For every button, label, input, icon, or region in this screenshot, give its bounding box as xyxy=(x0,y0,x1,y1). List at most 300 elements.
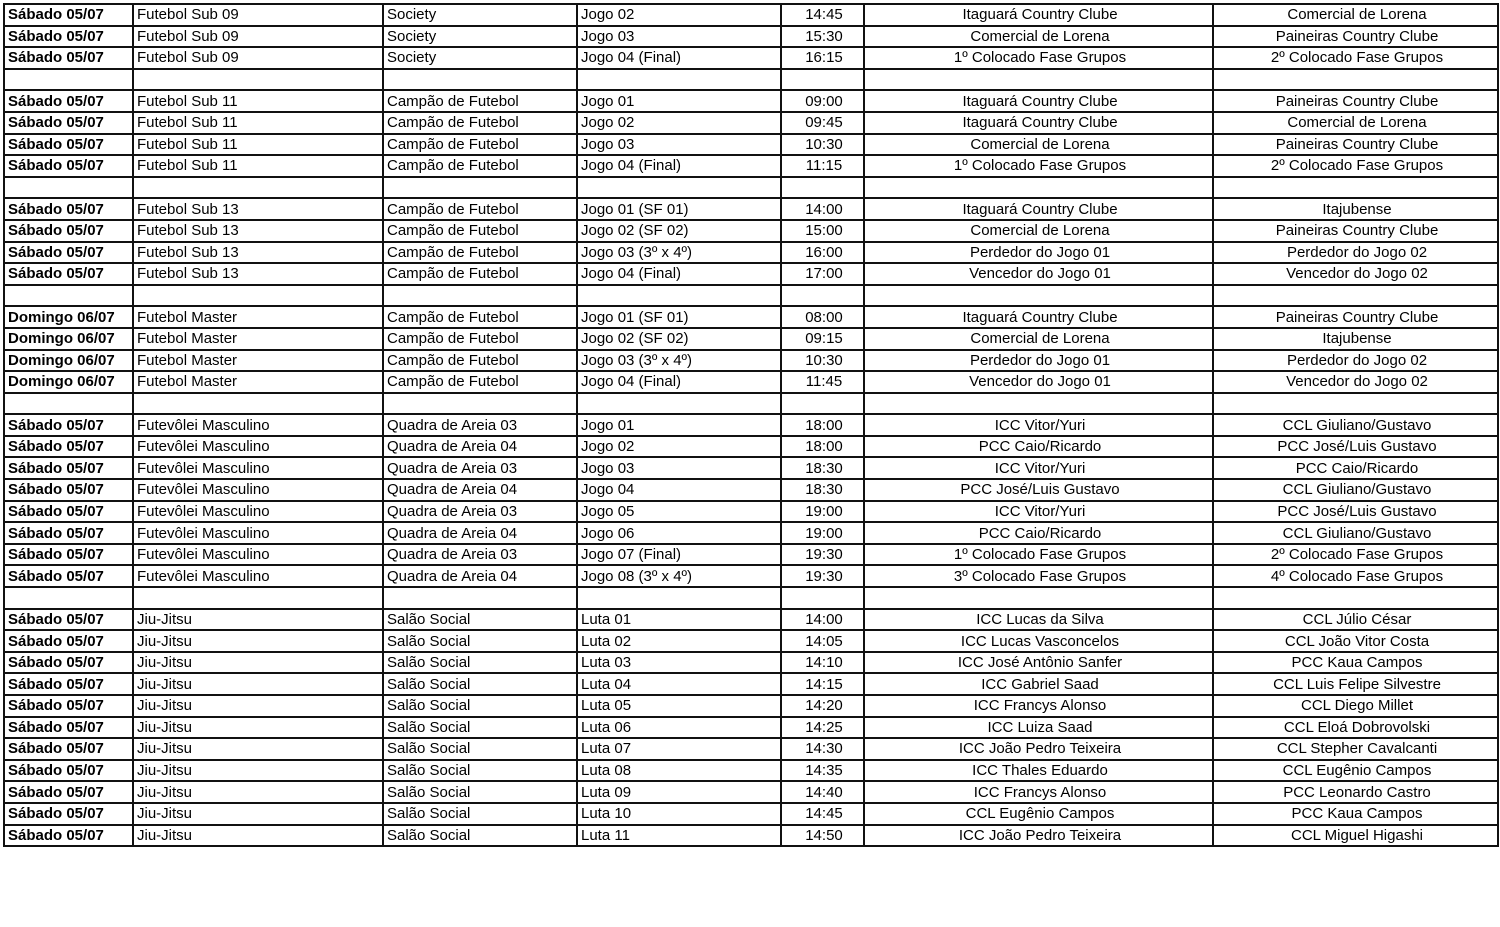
venue-cell: Salão Social xyxy=(383,781,577,803)
date-cell: Sábado 05/07 xyxy=(4,673,133,695)
game-cell: Jogo 03 xyxy=(577,134,781,156)
venue-cell xyxy=(383,393,577,415)
game-cell: Luta 06 xyxy=(577,717,781,739)
table-row xyxy=(4,155,1498,177)
time-cell: 09:15 xyxy=(781,328,864,350)
time-cell: 16:15 xyxy=(781,47,864,69)
home-team-cell: Comercial de Lorena xyxy=(864,220,1213,242)
venue-cell xyxy=(383,587,577,609)
time-cell: 18:30 xyxy=(781,457,864,479)
date-cell: Sábado 05/07 xyxy=(4,717,133,739)
table-row xyxy=(4,630,1498,652)
away-team-cell: CCL Miguel Higashi xyxy=(1213,825,1498,847)
table-row xyxy=(4,350,1498,372)
time-cell: 14:45 xyxy=(781,4,864,26)
sport-cell xyxy=(133,393,383,415)
time-cell: 18:00 xyxy=(781,436,864,458)
date-cell: Sábado 05/07 xyxy=(4,457,133,479)
home-team-cell xyxy=(864,393,1213,415)
table-row xyxy=(4,198,1498,220)
home-team-cell xyxy=(864,177,1213,199)
game-cell: Jogo 05 xyxy=(577,501,781,523)
date-cell: Sábado 05/07 xyxy=(4,609,133,631)
game-cell: Jogo 03 (3º x 4º) xyxy=(577,242,781,264)
sport-cell: Jiu-Jitsu xyxy=(133,652,383,674)
table-row xyxy=(4,673,1498,695)
away-team-cell: Vencedor do Jogo 02 xyxy=(1213,371,1498,393)
date-cell: Sábado 05/07 xyxy=(4,134,133,156)
away-team-cell: Comercial de Lorena xyxy=(1213,112,1498,134)
away-team-cell: PCC José/Luis Gustavo xyxy=(1213,436,1498,458)
venue-cell: Quadra de Areia 04 xyxy=(383,436,577,458)
time-cell xyxy=(781,177,864,199)
sport-cell: Futebol Master xyxy=(133,328,383,350)
venue-cell: Campão de Futebol xyxy=(383,306,577,328)
venue-cell: Campão de Futebol xyxy=(383,350,577,372)
date-cell: Sábado 05/07 xyxy=(4,565,133,587)
venue-cell: Campão de Futebol xyxy=(383,90,577,112)
venue-cell: Quadra de Areia 04 xyxy=(383,565,577,587)
separator-row xyxy=(4,69,1498,91)
venue-cell: Salão Social xyxy=(383,760,577,782)
table-row xyxy=(4,263,1498,285)
table-row xyxy=(4,457,1498,479)
sport-cell: Futebol Sub 09 xyxy=(133,4,383,26)
home-team-cell: ICC Vitor/Yuri xyxy=(864,501,1213,523)
away-team-cell xyxy=(1213,69,1498,91)
sport-cell: Futevôlei Masculino xyxy=(133,544,383,566)
home-team-cell: Itaguará Country Clube xyxy=(864,90,1213,112)
sport-cell: Jiu-Jitsu xyxy=(133,803,383,825)
table-row xyxy=(4,738,1498,760)
table-row xyxy=(4,26,1498,48)
date-cell: Sábado 05/07 xyxy=(4,263,133,285)
home-team-cell: ICC Francys Alonso xyxy=(864,781,1213,803)
table-row xyxy=(4,306,1498,328)
home-team-cell: PCC Caio/Ricardo xyxy=(864,436,1213,458)
venue-cell: Quadra de Areia 04 xyxy=(383,522,577,544)
time-cell: 14:05 xyxy=(781,630,864,652)
venue-cell: Salão Social xyxy=(383,673,577,695)
game-cell: Jogo 02 xyxy=(577,436,781,458)
time-cell: 19:00 xyxy=(781,522,864,544)
home-team-cell: Perdedor do Jogo 01 xyxy=(864,350,1213,372)
date-cell: Sábado 05/07 xyxy=(4,738,133,760)
away-team-cell: Paineiras Country Clube xyxy=(1213,306,1498,328)
sport-cell: Futebol Sub 13 xyxy=(133,220,383,242)
home-team-cell: ICC Lucas Vasconcelos xyxy=(864,630,1213,652)
venue-cell: Salão Social xyxy=(383,825,577,847)
schedule-body xyxy=(4,4,1498,846)
table-row xyxy=(4,522,1498,544)
time-cell: 14:45 xyxy=(781,803,864,825)
game-cell: Jogo 04 xyxy=(577,479,781,501)
home-team-cell: Comercial de Lorena xyxy=(864,328,1213,350)
home-team-cell xyxy=(864,587,1213,609)
home-team-cell: ICC Gabriel Saad xyxy=(864,673,1213,695)
game-cell: Jogo 04 (Final) xyxy=(577,155,781,177)
venue-cell: Campão de Futebol xyxy=(383,134,577,156)
home-team-cell xyxy=(864,285,1213,307)
away-team-cell: 2º Colocado Fase Grupos xyxy=(1213,47,1498,69)
venue-cell: Campão de Futebol xyxy=(383,371,577,393)
time-cell: 19:30 xyxy=(781,565,864,587)
game-cell: Jogo 03 (3º x 4º) xyxy=(577,350,781,372)
home-team-cell: ICC Vitor/Yuri xyxy=(864,457,1213,479)
venue-cell xyxy=(383,177,577,199)
venue-cell: Campão de Futebol xyxy=(383,263,577,285)
time-cell: 14:00 xyxy=(781,198,864,220)
time-cell: 15:30 xyxy=(781,26,864,48)
table-row xyxy=(4,760,1498,782)
date-cell: Sábado 05/07 xyxy=(4,90,133,112)
away-team-cell xyxy=(1213,587,1498,609)
date-cell: Sábado 05/07 xyxy=(4,242,133,264)
away-team-cell: 2º Colocado Fase Grupos xyxy=(1213,155,1498,177)
date-cell: Sábado 05/07 xyxy=(4,825,133,847)
sport-cell: Futevôlei Masculino xyxy=(133,457,383,479)
sport-cell xyxy=(133,587,383,609)
date-cell: Domingo 06/07 xyxy=(4,328,133,350)
home-team-cell: ICC Thales Eduardo xyxy=(864,760,1213,782)
away-team-cell: 4º Colocado Fase Grupos xyxy=(1213,565,1498,587)
home-team-cell: PCC Caio/Ricardo xyxy=(864,522,1213,544)
time-cell: 09:45 xyxy=(781,112,864,134)
date-cell: Sábado 05/07 xyxy=(4,198,133,220)
table-row xyxy=(4,695,1498,717)
table-row xyxy=(4,501,1498,523)
home-team-cell: Vencedor do Jogo 01 xyxy=(864,371,1213,393)
sport-cell: Futevôlei Masculino xyxy=(133,565,383,587)
time-cell: 18:30 xyxy=(781,479,864,501)
sport-cell: Futebol Sub 09 xyxy=(133,26,383,48)
venue-cell: Campão de Futebol xyxy=(383,155,577,177)
sport-cell: Futebol Sub 11 xyxy=(133,112,383,134)
date-cell: Sábado 05/07 xyxy=(4,695,133,717)
home-team-cell: Vencedor do Jogo 01 xyxy=(864,263,1213,285)
venue-cell: Salão Social xyxy=(383,652,577,674)
table-row xyxy=(4,134,1498,156)
away-team-cell xyxy=(1213,177,1498,199)
sport-cell: Futevôlei Masculino xyxy=(133,479,383,501)
date-cell: Domingo 06/07 xyxy=(4,350,133,372)
venue-cell: Quadra de Areia 03 xyxy=(383,544,577,566)
time-cell: 14:00 xyxy=(781,609,864,631)
venue-cell: Campão de Futebol xyxy=(383,328,577,350)
away-team-cell: CCL Giuliano/Gustavo xyxy=(1213,522,1498,544)
table-row xyxy=(4,609,1498,631)
game-cell xyxy=(577,177,781,199)
table-row xyxy=(4,90,1498,112)
table-row xyxy=(4,544,1498,566)
home-team-cell: 1º Colocado Fase Grupos xyxy=(864,47,1213,69)
away-team-cell: Perdedor do Jogo 02 xyxy=(1213,350,1498,372)
home-team-cell: ICC Luiza Saad xyxy=(864,717,1213,739)
sport-cell: Futebol Master xyxy=(133,306,383,328)
time-cell: 19:00 xyxy=(781,501,864,523)
home-team-cell: ICC João Pedro Teixeira xyxy=(864,738,1213,760)
home-team-cell: CCL Eugênio Campos xyxy=(864,803,1213,825)
venue-cell: Salão Social xyxy=(383,695,577,717)
sport-cell: Jiu-Jitsu xyxy=(133,673,383,695)
game-cell: Jogo 03 xyxy=(577,26,781,48)
away-team-cell: Vencedor do Jogo 02 xyxy=(1213,263,1498,285)
away-team-cell: Comercial de Lorena xyxy=(1213,4,1498,26)
table-row xyxy=(4,4,1498,26)
venue-cell: Quadra de Areia 03 xyxy=(383,501,577,523)
date-cell: Domingo 06/07 xyxy=(4,306,133,328)
table-row xyxy=(4,781,1498,803)
home-team-cell: ICC José Antônio Sanfer xyxy=(864,652,1213,674)
sport-cell: Jiu-Jitsu xyxy=(133,825,383,847)
time-cell: 11:15 xyxy=(781,155,864,177)
venue-cell: Society xyxy=(383,4,577,26)
game-cell: Luta 02 xyxy=(577,630,781,652)
away-team-cell: PCC Caio/Ricardo xyxy=(1213,457,1498,479)
home-team-cell: Comercial de Lorena xyxy=(864,26,1213,48)
game-cell: Jogo 02 xyxy=(577,4,781,26)
away-team-cell: Paineiras Country Clube xyxy=(1213,134,1498,156)
time-cell: 16:00 xyxy=(781,242,864,264)
date-cell: Sábado 05/07 xyxy=(4,26,133,48)
date-cell: Sábado 05/07 xyxy=(4,803,133,825)
time-cell: 14:30 xyxy=(781,738,864,760)
venue-cell xyxy=(383,69,577,91)
date-cell: Sábado 05/07 xyxy=(4,630,133,652)
away-team-cell: Perdedor do Jogo 02 xyxy=(1213,242,1498,264)
table-row xyxy=(4,479,1498,501)
away-team-cell: Paineiras Country Clube xyxy=(1213,90,1498,112)
game-cell xyxy=(577,285,781,307)
venue-cell xyxy=(383,285,577,307)
date-cell: Sábado 05/07 xyxy=(4,155,133,177)
sport-cell: Jiu-Jitsu xyxy=(133,717,383,739)
time-cell xyxy=(781,69,864,91)
home-team-cell: PCC José/Luis Gustavo xyxy=(864,479,1213,501)
time-cell: 14:20 xyxy=(781,695,864,717)
date-cell: Sábado 05/07 xyxy=(4,781,133,803)
time-cell: 15:00 xyxy=(781,220,864,242)
home-team-cell: ICC Vitor/Yuri xyxy=(864,414,1213,436)
date-cell: Sábado 05/07 xyxy=(4,414,133,436)
sport-cell: Jiu-Jitsu xyxy=(133,609,383,631)
game-cell: Jogo 04 (Final) xyxy=(577,371,781,393)
game-cell: Luta 09 xyxy=(577,781,781,803)
game-cell xyxy=(577,393,781,415)
date-cell xyxy=(4,177,133,199)
time-cell: 09:00 xyxy=(781,90,864,112)
game-cell: Jogo 08 (3º x 4º) xyxy=(577,565,781,587)
away-team-cell: CCL Eloá Dobrovolski xyxy=(1213,717,1498,739)
away-team-cell: 2º Colocado Fase Grupos xyxy=(1213,544,1498,566)
date-cell: Sábado 05/07 xyxy=(4,522,133,544)
game-cell: Jogo 04 (Final) xyxy=(577,47,781,69)
time-cell: 14:25 xyxy=(781,717,864,739)
venue-cell: Campão de Futebol xyxy=(383,112,577,134)
time-cell: 08:00 xyxy=(781,306,864,328)
away-team-cell: Paineiras Country Clube xyxy=(1213,220,1498,242)
game-cell: Luta 01 xyxy=(577,609,781,631)
date-cell: Sábado 05/07 xyxy=(4,544,133,566)
home-team-cell: 1º Colocado Fase Grupos xyxy=(864,155,1213,177)
sport-cell: Jiu-Jitsu xyxy=(133,630,383,652)
venue-cell: Quadra de Areia 03 xyxy=(383,414,577,436)
game-cell: Jogo 01 (SF 01) xyxy=(577,198,781,220)
home-team-cell: ICC João Pedro Teixeira xyxy=(864,825,1213,847)
game-cell: Jogo 07 (Final) xyxy=(577,544,781,566)
table-row xyxy=(4,565,1498,587)
schedule-table xyxy=(3,3,1499,847)
game-cell: Luta 07 xyxy=(577,738,781,760)
venue-cell: Salão Social xyxy=(383,738,577,760)
home-team-cell: Itaguará Country Clube xyxy=(864,112,1213,134)
table-row xyxy=(4,652,1498,674)
separator-row xyxy=(4,285,1498,307)
sport-cell: Jiu-Jitsu xyxy=(133,695,383,717)
date-cell: Sábado 05/07 xyxy=(4,501,133,523)
home-team-cell: 1º Colocado Fase Grupos xyxy=(864,544,1213,566)
time-cell xyxy=(781,587,864,609)
away-team-cell: CCL Stepher Cavalcanti xyxy=(1213,738,1498,760)
date-cell xyxy=(4,285,133,307)
away-team-cell: Itajubense xyxy=(1213,198,1498,220)
table-row xyxy=(4,328,1498,350)
home-team-cell: ICC Lucas da Silva xyxy=(864,609,1213,631)
away-team-cell: CCL Júlio César xyxy=(1213,609,1498,631)
sport-cell: Futebol Master xyxy=(133,371,383,393)
game-cell: Luta 10 xyxy=(577,803,781,825)
sport-cell: Jiu-Jitsu xyxy=(133,738,383,760)
game-cell: Jogo 04 (Final) xyxy=(577,263,781,285)
game-cell: Luta 11 xyxy=(577,825,781,847)
away-team-cell: PCC José/Luis Gustavo xyxy=(1213,501,1498,523)
table-row xyxy=(4,414,1498,436)
sport-cell: Futevôlei Masculino xyxy=(133,501,383,523)
time-cell: 14:10 xyxy=(781,652,864,674)
date-cell xyxy=(4,587,133,609)
venue-cell: Society xyxy=(383,47,577,69)
sport-cell: Futebol Sub 11 xyxy=(133,155,383,177)
time-cell: 14:40 xyxy=(781,781,864,803)
sport-cell: Futebol Sub 11 xyxy=(133,90,383,112)
time-cell: 14:15 xyxy=(781,673,864,695)
away-team-cell: CCL Giuliano/Gustavo xyxy=(1213,479,1498,501)
date-cell: Sábado 05/07 xyxy=(4,479,133,501)
venue-cell: Campão de Futebol xyxy=(383,198,577,220)
sport-cell: Jiu-Jitsu xyxy=(133,781,383,803)
separator-row xyxy=(4,393,1498,415)
away-team-cell: CCL Eugênio Campos xyxy=(1213,760,1498,782)
home-team-cell: ICC Francys Alonso xyxy=(864,695,1213,717)
game-cell: Jogo 02 (SF 02) xyxy=(577,328,781,350)
venue-cell: Salão Social xyxy=(383,803,577,825)
sport-cell: Jiu-Jitsu xyxy=(133,760,383,782)
table-row xyxy=(4,436,1498,458)
away-team-cell: CCL Giuliano/Gustavo xyxy=(1213,414,1498,436)
away-team-cell: PCC Leonardo Castro xyxy=(1213,781,1498,803)
date-cell: Sábado 05/07 xyxy=(4,220,133,242)
home-team-cell: Comercial de Lorena xyxy=(864,134,1213,156)
game-cell: Luta 03 xyxy=(577,652,781,674)
game-cell: Luta 08 xyxy=(577,760,781,782)
venue-cell: Quadra de Areia 03 xyxy=(383,457,577,479)
venue-cell: Salão Social xyxy=(383,609,577,631)
home-team-cell: Perdedor do Jogo 01 xyxy=(864,242,1213,264)
sport-cell xyxy=(133,69,383,91)
table-row xyxy=(4,717,1498,739)
time-cell: 19:30 xyxy=(781,544,864,566)
date-cell xyxy=(4,393,133,415)
time-cell xyxy=(781,393,864,415)
away-team-cell: PCC Kaua Campos xyxy=(1213,803,1498,825)
game-cell: Jogo 02 xyxy=(577,112,781,134)
time-cell: 11:45 xyxy=(781,371,864,393)
away-team-cell: CCL Diego Millet xyxy=(1213,695,1498,717)
away-team-cell: PCC Kaua Campos xyxy=(1213,652,1498,674)
separator-row xyxy=(4,177,1498,199)
venue-cell: Salão Social xyxy=(383,717,577,739)
game-cell: Jogo 02 (SF 02) xyxy=(577,220,781,242)
game-cell: Jogo 01 xyxy=(577,90,781,112)
sport-cell: Futevôlei Masculino xyxy=(133,414,383,436)
time-cell: 18:00 xyxy=(781,414,864,436)
game-cell: Jogo 01 xyxy=(577,414,781,436)
sport-cell: Futebol Sub 11 xyxy=(133,134,383,156)
game-cell: Jogo 01 (SF 01) xyxy=(577,306,781,328)
sport-cell: Futebol Sub 13 xyxy=(133,198,383,220)
date-cell xyxy=(4,69,133,91)
sport-cell xyxy=(133,177,383,199)
separator-row xyxy=(4,587,1498,609)
venue-cell: Campão de Futebol xyxy=(383,242,577,264)
sport-cell xyxy=(133,285,383,307)
table-row xyxy=(4,242,1498,264)
home-team-cell: Itaguará Country Clube xyxy=(864,198,1213,220)
game-cell: Jogo 03 xyxy=(577,457,781,479)
venue-cell: Campão de Futebol xyxy=(383,220,577,242)
time-cell: 14:50 xyxy=(781,825,864,847)
away-team-cell: Paineiras Country Clube xyxy=(1213,26,1498,48)
sport-cell: Futevôlei Masculino xyxy=(133,436,383,458)
sport-cell: Futebol Master xyxy=(133,350,383,372)
time-cell: 10:30 xyxy=(781,134,864,156)
home-team-cell xyxy=(864,69,1213,91)
table-row xyxy=(4,47,1498,69)
sport-cell: Futevôlei Masculino xyxy=(133,522,383,544)
table-row xyxy=(4,112,1498,134)
game-cell: Jogo 06 xyxy=(577,522,781,544)
home-team-cell: Itaguará Country Clube xyxy=(864,306,1213,328)
away-team-cell xyxy=(1213,285,1498,307)
venue-cell: Society xyxy=(383,26,577,48)
game-cell xyxy=(577,587,781,609)
date-cell: Sábado 05/07 xyxy=(4,760,133,782)
home-team-cell: 3º Colocado Fase Grupos xyxy=(864,565,1213,587)
time-cell: 10:30 xyxy=(781,350,864,372)
table-row xyxy=(4,803,1498,825)
date-cell: Sábado 05/07 xyxy=(4,112,133,134)
sport-cell: Futebol Sub 09 xyxy=(133,47,383,69)
home-team-cell: Itaguará Country Clube xyxy=(864,4,1213,26)
away-team-cell: Itajubense xyxy=(1213,328,1498,350)
table-row xyxy=(4,825,1498,847)
game-cell: Luta 04 xyxy=(577,673,781,695)
venue-cell: Salão Social xyxy=(383,630,577,652)
sport-cell: Futebol Sub 13 xyxy=(133,263,383,285)
date-cell: Sábado 05/07 xyxy=(4,436,133,458)
table-row xyxy=(4,220,1498,242)
date-cell: Sábado 05/07 xyxy=(4,652,133,674)
